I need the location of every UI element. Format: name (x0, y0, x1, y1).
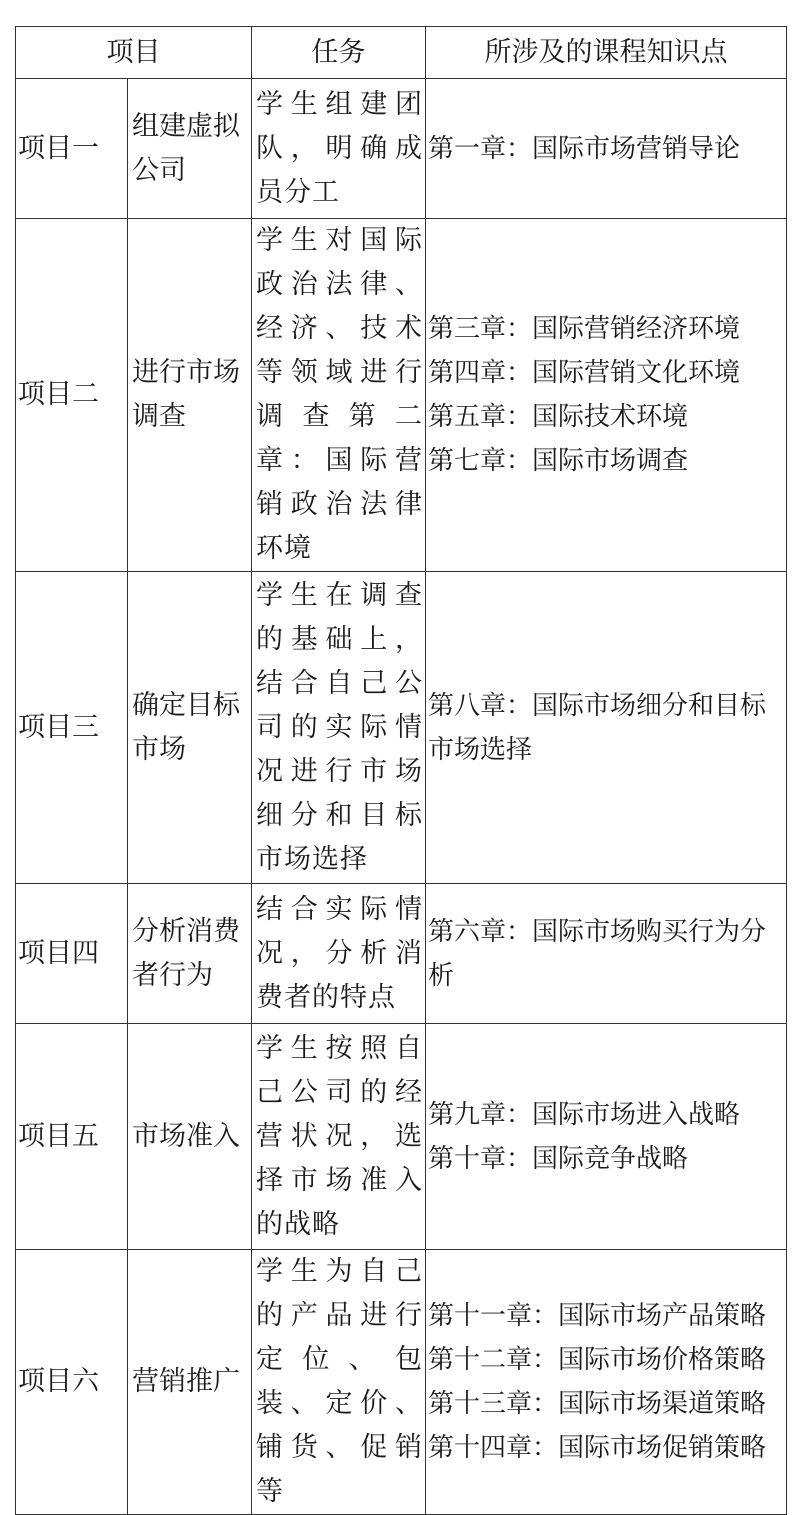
chapter-item: 第五章：国际技术环境 (428, 402, 689, 432)
table-row (16, 1024, 787, 1250)
project-id: 项目四 (16, 884, 128, 1024)
chapter-item: 第七章：国际市场调查 (428, 446, 689, 476)
table-row (16, 884, 787, 1024)
project-name: 进行市场调查 (128, 219, 252, 572)
knowledge-cell (426, 1024, 787, 1250)
header-project: 项目 (16, 27, 252, 79)
project-task: 学生在调查的基础上，结合自己公司的实际情况进行市场细分和目标市场选择 (252, 572, 426, 884)
project-id: 项目二 (16, 219, 128, 572)
knowledge-cell (426, 572, 787, 884)
chapter-item: 第三章：国际营销经济环境 (428, 314, 741, 344)
knowledge-cell (426, 884, 787, 1024)
chapter-item: 第十一章：国际市场产品策略 (428, 1301, 767, 1331)
project-name: 组建虚拟公司 (128, 79, 252, 219)
chapter-item: 第八章：国际市场细分和目标市场选择 (428, 690, 767, 765)
header-knowledge: 所涉及的课程知识点 (426, 27, 787, 79)
chapter-item: 第九章：国际市场进入战略 (428, 1099, 741, 1130)
table-row (16, 1250, 787, 1515)
project-id: 项目一 (16, 79, 128, 219)
project-id: 项目五 (16, 1024, 128, 1250)
project-name: 分析消费者行为 (128, 884, 252, 1024)
chapter-item: 第十四章：国际市场促销策略 (428, 1433, 767, 1463)
chapter-item: 第十章：国际竞争战略 (428, 1143, 689, 1174)
project-task: 学生组建团队，明确成员分工 (252, 79, 426, 219)
project-task: 学生按照自己公司的经营状况，选择市场准入的战略 (252, 1024, 426, 1250)
knowledge-cell (426, 1250, 787, 1515)
chapter-item: 第四章：国际营销文化环境 (428, 358, 741, 388)
project-id: 项目三 (16, 572, 128, 884)
header-task: 任务 (252, 27, 426, 79)
project-id: 项目六 (16, 1250, 128, 1515)
chapter-item: 第六章：国际市场购买行为分析 (428, 916, 767, 991)
course-project-table (15, 26, 787, 1515)
table-row (16, 572, 787, 884)
knowledge-cell (426, 79, 787, 219)
chapter-item: 第十二章：国际市场价格策略 (428, 1345, 767, 1375)
project-name: 营销推广 (128, 1250, 252, 1515)
knowledge-cell (426, 219, 787, 572)
project-name: 确定目标市场 (128, 572, 252, 884)
project-task: 学生对国际政治法律、经济、技术等领域进行调查第二章：国际营销政治法律环境 (252, 219, 426, 572)
table-row (16, 219, 787, 572)
project-task: 学生为自己的产品进行定位、包装、定价、铺货、促销等 (252, 1250, 426, 1515)
table-row (16, 79, 787, 219)
table-header-row (16, 27, 787, 79)
chapter-item: 第一章：国际市场营销导论 (428, 133, 741, 164)
project-task: 结合实际情况，分析消费者的特点 (252, 884, 426, 1024)
chapter-item: 第十三章：国际市场渠道策略 (428, 1389, 767, 1419)
project-name: 市场准入 (128, 1024, 252, 1250)
